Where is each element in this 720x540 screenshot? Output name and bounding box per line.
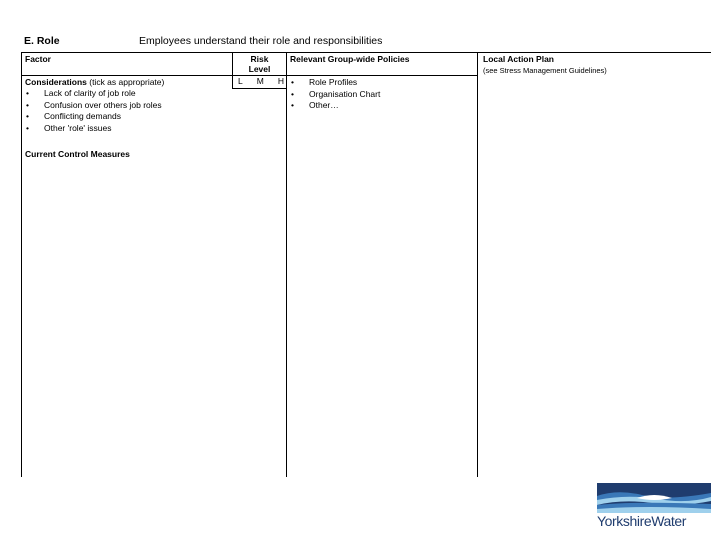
policy-text: Organisation Chart	[309, 88, 381, 99]
consideration-text: Lack of clarity of job role	[44, 88, 136, 98]
bullet: •	[291, 77, 294, 87]
logo-text: YorkshireWater	[597, 513, 687, 529]
yorkshire-water-logo	[597, 483, 711, 531]
bullet: •	[291, 88, 294, 99]
risk-level-options	[238, 76, 284, 86]
list-item	[291, 100, 380, 112]
considerations-note: (tick as appropriate)	[86, 77, 165, 87]
bullet: •	[26, 111, 29, 121]
considerations-heading	[25, 77, 164, 87]
consideration-text: Conflicting demands	[44, 111, 122, 121]
list-item	[26, 88, 162, 100]
header-risk-line2: Level	[248, 64, 271, 74]
header-policies: Relevant Group-wide Policies	[290, 54, 410, 64]
bullet: •	[26, 88, 29, 98]
section-code: E. Role	[24, 35, 60, 47]
header-factor: Factor	[25, 54, 51, 64]
control-measures-heading: Current Control Measures	[25, 149, 130, 159]
consideration-text: Confusion over others job roles	[44, 99, 162, 110]
bullet: •	[26, 99, 29, 110]
header-action-plan: Local Action Plan	[483, 54, 555, 64]
risk-level-low[interactable]: L	[238, 76, 243, 86]
list-item	[291, 77, 380, 89]
table-left-border	[21, 52, 22, 477]
policies-column-left-border	[286, 52, 287, 477]
bullet: •	[26, 122, 29, 133]
section-title: Employees understand their role and responsibilities	[139, 35, 383, 47]
risk-level-medium[interactable]: M	[256, 76, 264, 86]
considerations-list	[26, 88, 162, 134]
policy-text: Role Profiles	[309, 77, 358, 87]
wave-logo-icon	[597, 483, 711, 513]
risk-box-bottom-border	[232, 88, 287, 89]
header-risk-line1: Risk	[250, 54, 269, 64]
table-top-border	[21, 52, 711, 53]
bullet: •	[291, 100, 294, 110]
list-item	[26, 100, 162, 112]
list-item	[291, 89, 380, 101]
policy-text: Other…	[309, 100, 339, 110]
considerations-label: Considerations	[25, 77, 87, 87]
header-action-subtitle: (see Stress Management Guidelines)	[483, 66, 607, 75]
action-column-left-border	[477, 52, 478, 477]
header-risk-level	[233, 54, 286, 74]
list-item	[26, 123, 162, 135]
list-item	[26, 111, 162, 123]
policies-list	[291, 77, 380, 112]
risk-level-high[interactable]: H	[277, 76, 284, 86]
consideration-text: Other 'role' issues	[44, 122, 112, 133]
